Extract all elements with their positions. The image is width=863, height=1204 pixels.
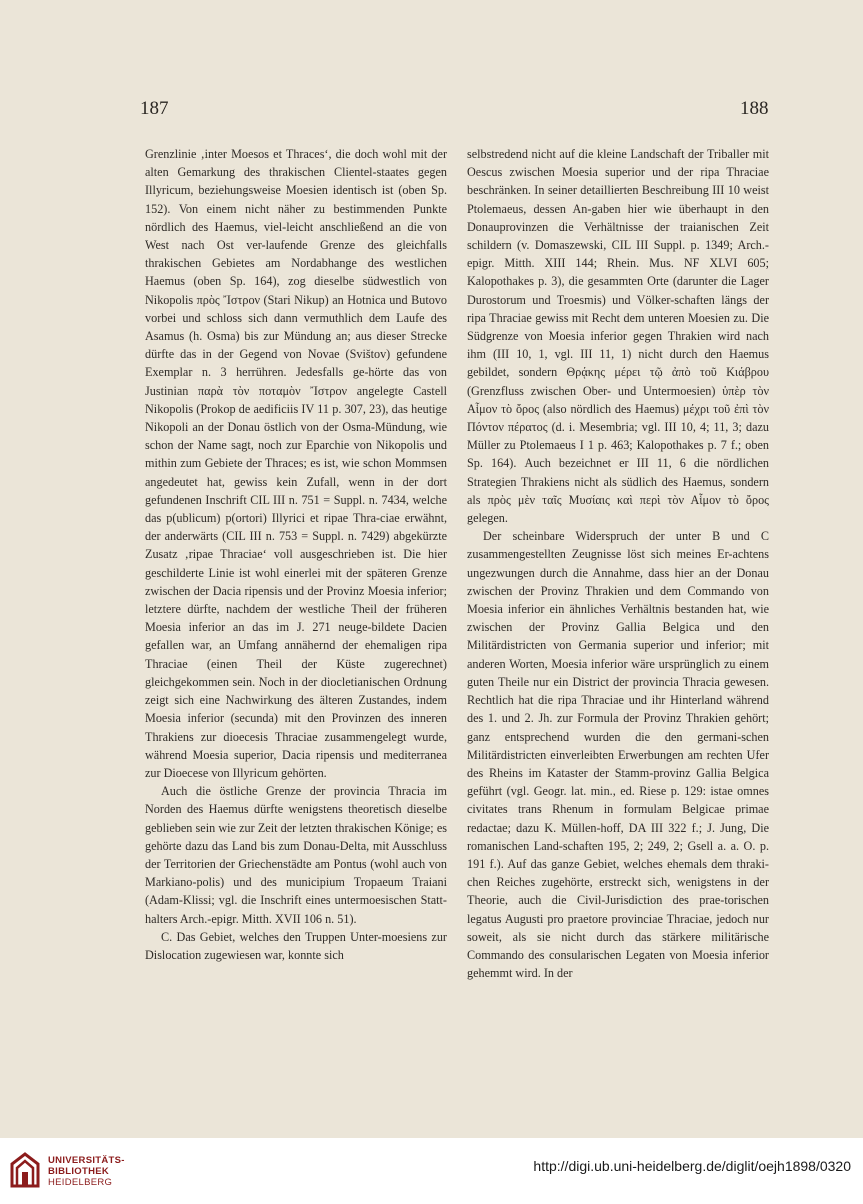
left-paragraph-2: Auch die östliche Grenze der provincia Thracia im Norden des Haemus dürfte wenigstens theoretisch dieselbe geblieben sein wie zur Zeit der letzten thrakischen Könige; es gehörte dazu das Land bis zum Donau-Delta, mit Ausschluss der Territorien der Griechenstädte am Pontus (wohl auch von Markiano-polis) und des municipium Tropaeum Traiani (Adam-Klissi; vgl. die Inschrift eines untermoesischen Statt-halters Arch.-epigr. Mitth. XVII 106 n. 51).	[145, 784, 447, 926]
left-paragraph-3: C. Das Gebiet, welches den Truppen Unter-moesiens zur Dislocation zugewiesen war, konnte sich	[145, 929, 447, 962]
right-column	[467, 145, 769, 982]
left-column	[145, 145, 447, 964]
logo-line-2: BIBLIOTHEK	[48, 1166, 110, 1177]
logo-line-3: HEIDELBERG	[48, 1177, 113, 1188]
library-name	[48, 1155, 125, 1188]
logo-line-1: UNIVERSITÄTS-	[48, 1155, 125, 1166]
right-paragraph-2: Der scheinbare Widerspruch der unter B und C zusammengestellten Zeugnisse löst sich meines Er-achtens ungezwungen durch die Annahme, dass hier an der Donau zwischen der Provinz Thrakien und dem Commando von Moesia inferior ein ähnliches Verhältnis bestanden hat, wie zwischen der Provinz Gallia Belgica und den Militärdistricten von Germania superior und inferior; mit anderen Worten, Moesia inferior wäre ursprünglich zu einem guten Theile nur ein District der provincia Thracia gewesen. Rechtlich hat die ripa Thraciae und ihr Hinterland während des 1. und 2. Jh. zur Formula der Provinz Thrakien gehört; ganz entsprechend wurden die den germani-schen Militärdistricten einverleibten Erwerbungen am rechten Ufer des Rheins im Kataster der Stamm-provinz Gallia Belgica geführt (vgl. Geogr. lat. min., ed. Riese p. 129: istae omnes civitates trans Rhenum in formulam Belgicae primae redactae; dazu K. Müllen-hoff, DA III 322 f.; J. Jung, Die romanischen Land-schaften 195, 2; 249, 2; Gsell a. a. O. p. 191 f.). Auf das ganze Gebiet, welches ehemals dem thraki-chen Reiches zugehörte, erstreckt sich, wenigstens in der Theorie, auch die Civil-Jurisdiction des prae-torischen legatus Augusti pro praetore provinciae Thraciae, jedoch nur soweit, als sie nicht durch das stärkere militärische Commando des consularischen Legaten von Moesia inferior gehemmt wird. In der	[467, 529, 769, 981]
right-paragraph-1: selbstredend nicht auf die kleine Landschaft der Triballer mit Oescus zwischen Moesia superior und der ripa Thraciae beschränken. In seiner detaillierten Beschreibung III 10 weist Ptolemaeus, dessen An-gaben hier wie überhaupt in den Donauprovinzen die Verhältnisse der traianischen Zeit schildern (v. Domaszewski, CIL III Suppl. p. 1349; Arch.-epigr. Mitth. XIII 144; Rhein. Mus. NF XLVI 605; Kalopothakes p. 3), die gesammten Orte (darunter die Lager Durostorum und Troesmis) und Völker-schaften längs der ripa Thraciae gewiss mit Recht dem unteren Moesien zu. Die Südgrenze von Moesia inferior gegen Thrakien wird nach ihm (III 10, 1, vgl. III 11, 1) nicht durch den Haemus gebildet, sondern Θρᾴκης μέρει τῷ ἀπὸ τοῦ Κιάβρου (Grenzfluss zwischen Ober- und Untermoesien) ὑπὲρ τὸν Αἷμον τὸ ὄρος (also nördlich des Haemus) μέχρι τοῦ ἐπὶ τὸν Πόντον πέρατος (d. i. Mesembria; vgl. III 10, 4; 11, 3; dazu Müller zu Ptolemaeus I 1 p. 463; Kalopothakes p. 7 f.; oben Sp. 164). Auch bezeichnet er III 11, 6 die nördlichen Strategien Thrakiens nicht als südlich des Haemus, sondern als πρὸς μὲν ταῖς Μυσίαις καὶ περὶ τὸν Αἷμον τὸ ὄρος gelegen.	[467, 147, 769, 526]
source-url-link[interactable]: http://digi.ub.uni-heidelberg.de/diglit/oejh1898/0320	[533, 1158, 851, 1174]
footer-bar	[0, 1138, 863, 1204]
library-logo[interactable]	[8, 1150, 188, 1194]
page-number-right: 188	[740, 98, 769, 119]
left-paragraph-1: Grenzlinie ‚inter Moesos et Thraces‘, die doch wohl mit der alten Gemarkung des thrakischen Clientel-staates gegen Illyricum, beziehungsweise Moesien identisch ist (oben Sp. 152). Von einem nicht näher zu bestimmenden Punkte nördlich des Haemus, viel-leicht anschließend an die von West nach Ost ver-laufende Grenze des gleichfalls thrakischen Gebietes am Nordabhange des westlichen Haemus (oben Sp. 164), zog dieselbe südwestlich von Nikopolis πρὸς Ἴστρον (Stari Nikup) an Hotnica und Butovo vorbei und schloss sich dann vermuthlich dem Laufe des Asamus (h. Osma) bis zur Mündung an; aus dieser Strecke dürfte das in der Gegend von Novae (Svištov) gefundene Exemplar n. 3 herrühren. Jedesfalls ge-hörte das von Justinian παρὰ τὸν ποταμὸν Ἴστρον angelegte Castell Nikopolis (Prokop de aedificiis IV 11 p. 307, 23), das heutige Nikopoli an der Donau östlich von der Osma-Mündung, wie schon der Name sagt, noch zur Eparchie von Nikopolis und mithin zum Gebiete der Thraces; es ist, wie schon Mommsen angedeutet hat, gewiss kein Zufall, wenn in der dort gefundenen Inschrift CIL III n. 751 = Suppl. n. 7434, welche das p(ublicum) p(ortori) Illyrici et ripae Thra-ciae erwähnt, der anderwärts (CIL III n. 753 = Suppl. n. 7429) abgekürzte Zusatz ‚ripae Thraciae‘ voll ausgeschrieben ist. Die hier geschilderte Linie ist wohl einerlei mit der späteren Grenze zwischen der Dacia ripensis und der Provinz Moesia inferior; letztere dürfte, nachdem der westliche Theil der früheren Moesia inferior an das im J. 271 neuge-bildete Dacien gefallen war, an Umfang annähernd der ehemaligen ripa Thraciae (einen Theil der Küste zugerechnet) gleichgekommen sein. Noch in der diocletianischen Ordnung zeigt sich eine Nachwirkung des älteren Zustandes, indem Moesia inferior (secunda) mit den Provinzen des inneren Thrakiens zur dioecesis Thraciae zusammengelegt wurde, während Moesia superior, Dacia ripensis und mediterranea zur Dioecese von Illyricum gehörten.	[145, 147, 447, 780]
library-seal-icon	[8, 1150, 42, 1190]
page-number-left: 187	[140, 98, 169, 119]
